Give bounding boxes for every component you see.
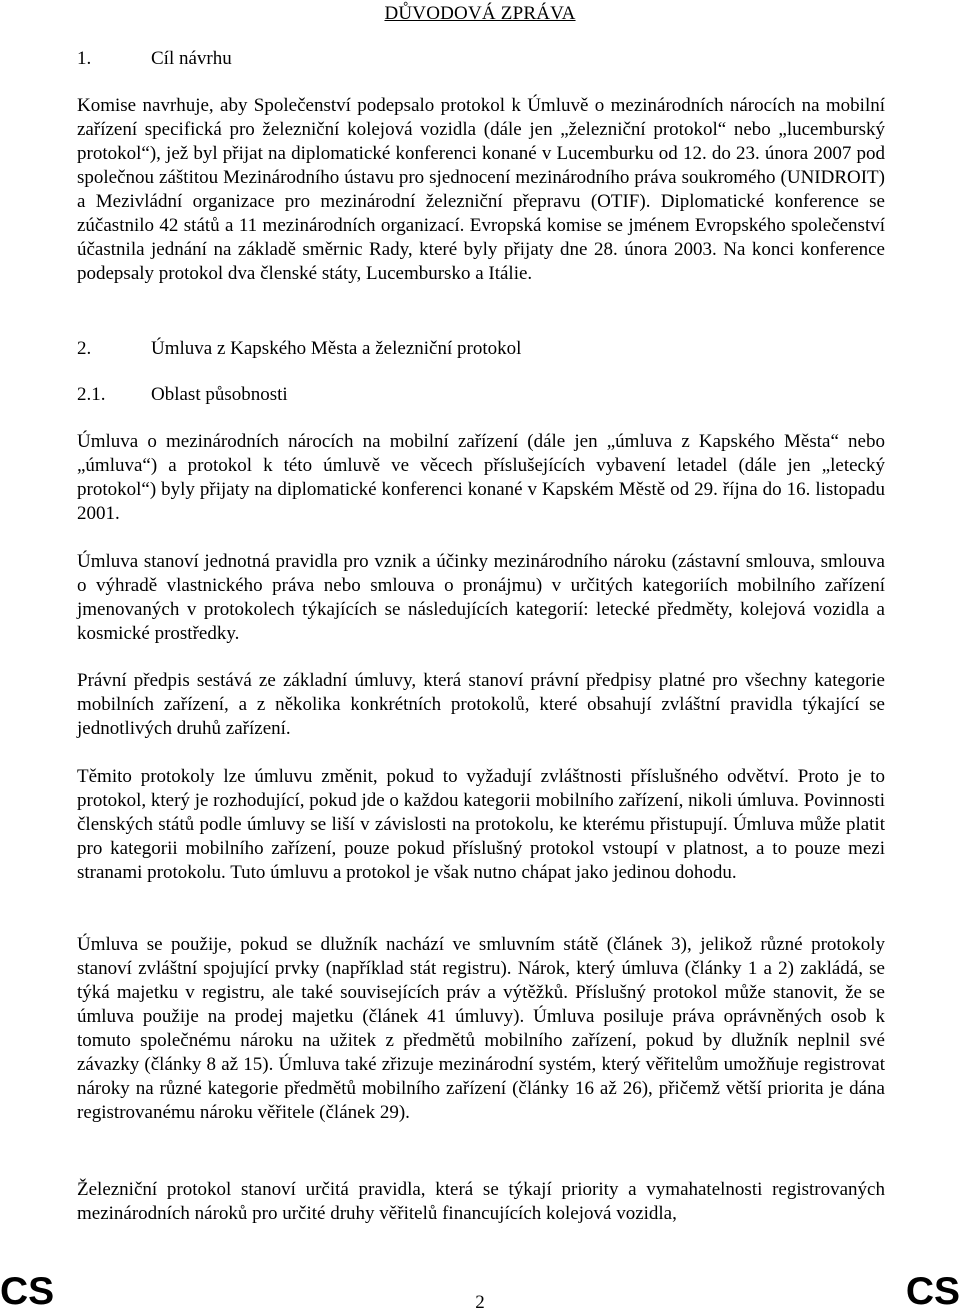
section-heading-2 xyxy=(77,338,521,360)
paragraph-uniform-rules: Úmluva stanoví jednotná pravidla pro vznik a účinky mezinárodního nároku (zástavní smlouva, smlouva o výhradě vlastnického práva nebo smlouva o pronájmu) v určitých kategoriích mobilního zařízení jmenovaných v protokolech týkajících se následujících kategorií: letecké předměty, kolejová vozidla a kosmické prostředky. xyxy=(77,551,885,644)
document-title: DŮVODOVÁ ZPRÁVA xyxy=(384,3,576,24)
section-heading-2-1 xyxy=(77,384,288,406)
section-title: Oblast působnosti xyxy=(151,384,288,405)
section-number: 1. xyxy=(77,48,92,69)
footer-language-left: CS xyxy=(0,1270,55,1313)
section-title: Cíl návrhu xyxy=(151,48,232,69)
paragraph-rail-protocol: Železniční protokol stanoví určitá pravidla, která se týkají priority a vymahatelnosti registrovaných mezinárodních nároků pro určité druhy věřitelů financujících kolejová vozidla, xyxy=(77,1179,885,1224)
section-number: 2. xyxy=(77,338,92,359)
paragraph-cape-town-convention: Úmluva o mezinárodních nárocích na mobilní zařízení (dále jen „úmluva z Kapského Města“ nebo „úmluva“) a protokol k této úmluvě ve věcech příslušejících vybavení letadel (dále jen „letecký protokol“) byly přijaty na diplomatické konferenci konané v Kapském Městě od 29. října do 16. listopadu 2001. xyxy=(77,431,885,524)
paragraph-goal: Komise navrhuje, aby Společenství podepsalo protokol k Úmluvě o mezinárodních nárocích na mobilní zařízení specifická pro železniční kolejová vozidla (dále jen „železniční protokol“ nebo „lucemburský protokol“), jež byl přijat na diplomatické konferenci konané v Lucemburku od 12. do 23. února 2007 pod společnou záštitou Mezinárodního ústavu pro sjednocení mezinárodního práva soukromého (UNIDROIT) a Mezivládní organizace pro mezinárodní železniční přepravu (OTIF). Diplomatické konference se zúčastnilo 42 států a 11 mezinárodních organizací. Evropská komise se jménem Evropského společenství účastnila jednání na základě směrnic Rady, které byly přijaty dne 28. února 2003. Na konci konference podepsaly protokol dva členské státy, Lucembursko a Itálie. xyxy=(77,95,885,284)
paragraph-legal-instrument: Právní předpis sestává ze základní úmluvy, která stanoví právní předpisy platné pro všechny kategorie mobilních zařízení, a z několika konkrétních protokolů, které obsahují zvláštní pravidla týkající se jednotlivých druhů zařízení. xyxy=(77,670,885,739)
footer-language-right: CS xyxy=(905,1270,960,1313)
page-number: 2 xyxy=(475,1292,485,1313)
section-title: Úmluva z Kapského Města a železniční protokol xyxy=(151,338,522,359)
paragraph-application: Úmluva se použije, pokud se dlužník nachází ve smluvním státě (článek 3), jelikož různé protokoly stanoví zvláštní spojující prvky (například stát registru). Nárok, který úmluva (články 1 a 2) zakládá, se týká majetku v registru, ale také souvisejících práv a výtěžků. Příslušný protokol může stanovit, že se úmluva použije na prodej majetku (článek 41 úmluvy). Úmluva posiluje práva oprávněných osob k tomuto společnému nároku na užitek z předmětů mobilního zařízení, pokud by dlužník neplnil své závazky (články 8 až 15). Úmluva také zřizuje mezinárodní systém, který věřitelům umožňuje registrovat nároky na různé kategorie předmětů mobilního zařízení (články 16 až 26), přičemž větší priorita je dána registrovanému nároku věřitele (článek 29). xyxy=(77,934,885,1123)
section-heading-1 xyxy=(77,48,232,70)
paragraph-protocols: Těmito protokoly lze úmluvu změnit, pokud to vyžadují zvláštnosti příslušného odvětví. Proto je to protokol, který je rozhodující, pokud jde o každou kategorii mobilního zařízení, nikoli úmluva. Povinnosti členských států podle úmluvy se liší v závislosti na protokolu, ke kterému přistupují. Úmluva může platit pro kategorii mobilního zařízení, pouze pokud příslušný protokol vstoupí v platnost, a to pouze mezi stranami protokolu. Tuto úmluvu a protokol je však nutno chápat jako jedinou dohodu. xyxy=(77,766,885,883)
section-number: 2.1. xyxy=(77,384,106,405)
